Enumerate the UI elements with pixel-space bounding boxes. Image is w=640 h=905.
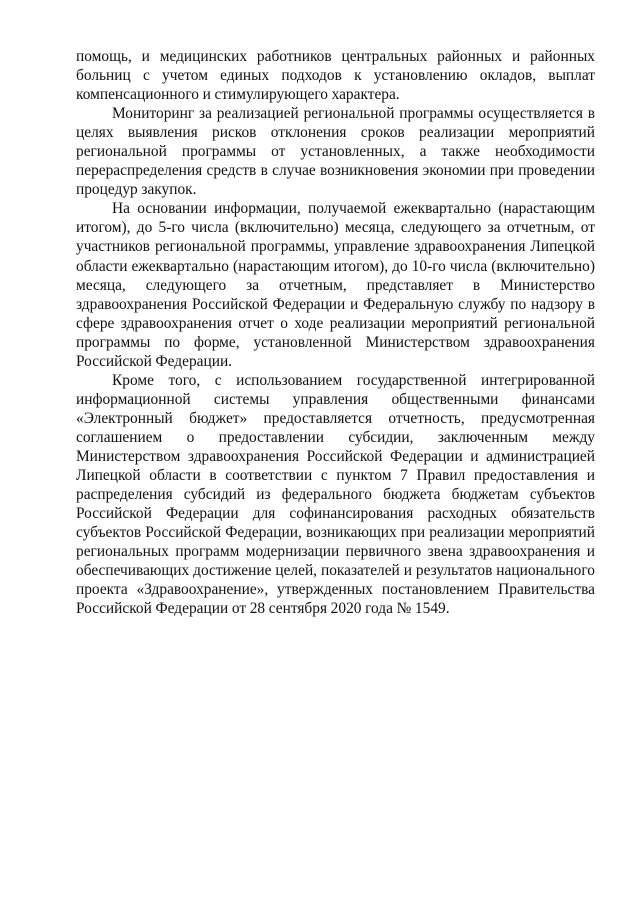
paragraph-4: Кроме того, с использованием государственной интегрированной информационной системы управления общественными финансами «Электронный бюджет» предоставляется отчетность, предусмотренная соглашением о предоставлении субсидии, заключенным между Министерством здравоохранения Российской Федерации и администрацией Липецкой области в соответствии с пунктом 7 Правил предоставления и распределения субсидий из федерального бюджета бюджетам субъектов Российской Федерации для софинансирования расходных обязательств субъектов Российской Федерации, возникающих при реализации мероприятий региональных программ модернизации первичного звена здравоохранения и обеспечивающих достижение целей, показателей и результатов национального проекта «Здравоохранение», утвержденных постановлением Правительства Российской Федерации от 28 сентября 2020 года № 1549.	[76, 371, 595, 618]
paragraph-3: На основании информации, получаемой ежеквартально (нарастающим итогом), до 5-го числа (включительно) месяца, следующего за отчетным, от участников региональной программы, управление здравоохранения Липецкой области ежеквартально (нарастающим итогом), до 10-го числа (включительно) месяца, следующего за отчетным, представляет в Министерство здравоохранения Российской Федерации и Федеральную службу по надзору в сфере здравоохранения отчет о ходе реализации мероприятий региональной программы по форме, установленной Министерством здравоохранения Российской Федерации.	[76, 200, 595, 370]
document-body	[76, 47, 595, 618]
paragraph-2: Мониторинг за реализацией региональной программы осуществляется в целях выявления рисков отклонения сроков реализации мероприятий региональной программы от установленных, а также необходимости перераспределения средств в случае возникновения экономии при проведении процедур закупок.	[76, 105, 595, 199]
paragraph-1: помощь, и медицинских работников центральных районных и районных больниц с учетом единых подходов к установлению окладов, выплат компенсационного и стимулирующего характера.	[76, 48, 595, 104]
